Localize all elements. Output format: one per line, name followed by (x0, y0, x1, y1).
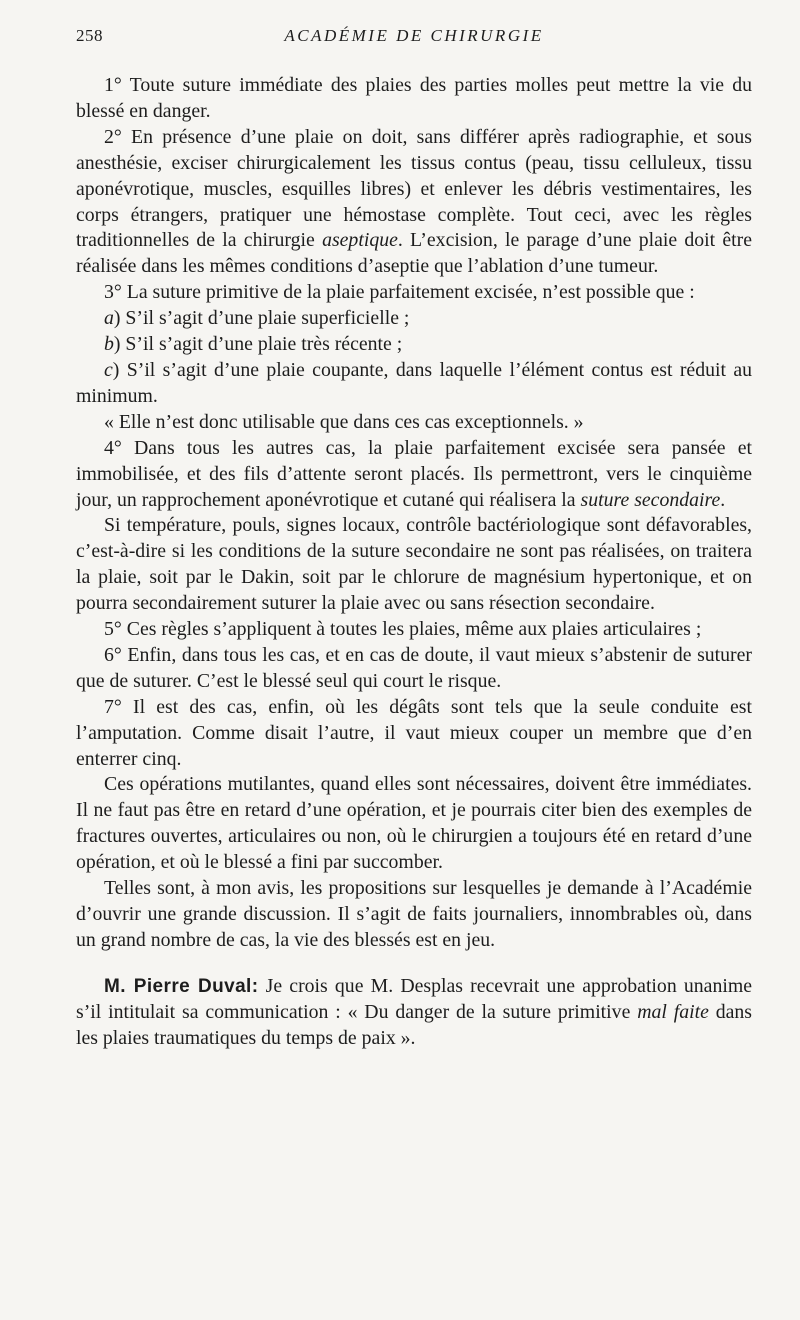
body-text (76, 73, 752, 1052)
page-header (76, 26, 752, 56)
paragraph-4: 4° Dans tous les autres cas, la plaie parfaitement excisée sera pansée et immobilisée, et des fils d’attente seront placés. Ils permettront, vers le cinquième jour, un rapprochement aponévrotique et cutané qui réalisera la suture secondaire. (76, 436, 752, 511)
paragraph-conditions: Si température, pouls, signes locaux, contrôle bactériologique sont défavorables, c’est-à-dire si les conditions de la suture secondaire ne sont pas réalisées, on traitera la plaie, soit par le Dakin, soit par le chlorure de magnésium hypertonique, et on pourra secondairement suturer la plaie avec ou sans résection secondaire. (76, 514, 752, 615)
emphasis-text: mal faite (637, 1000, 709, 1023)
running-title: ACADÉMIE DE CHIRURGIE (284, 26, 544, 45)
list-item-b: b) S’il s’agit d’une plaie très récente ; (104, 333, 403, 356)
paragraph-5: 5° Ces règles s’appliquent à toutes les plaies, même aux plaies articulaires ; (104, 618, 702, 641)
paragraph-7: 7° Il est des cas, enfin, où les dégâts sont tels que la seule conduite est l’amputation. Comme disait l’autre, il vaut mieux couper un membre que d’en enterrer cinq. (76, 695, 752, 770)
list-item-c: c) S’il s’agit d’une plaie coupante, dans laquelle l’élément contus est réduit au minimum. (76, 358, 752, 407)
paragraph-3: 3° La suture primitive de la plaie parfaitement excisée, n’est possible que : (104, 281, 695, 304)
paragraph-conclusion: Telles sont, à mon avis, les propositions sur lesquelles je demande à l’Académie d’ouvrir une grande discussion. Il s’agit de faits journaliers, innombrables où, dans un grand nombre de cas, la vie des blessés est en jeu. (76, 877, 752, 951)
speaker-name: M. Pierre Duval: (104, 975, 259, 997)
speech-paragraph: M. Pierre Duval: Je crois que M. Desplas recevrait une approbation unanime s’il intitulait sa communication : « Du danger de la suture primitive mal faite dans les plaies traumatiques du temps de paix ». (76, 974, 752, 1049)
page-number: 258 (76, 26, 103, 45)
quotation: « Elle n’est donc utilisable que dans ces cas exceptionnels. » (104, 410, 584, 433)
paragraph-mutilating-operations: Ces opérations mutilantes, quand elles sont nécessaires, doivent être immédiates. Il ne faut pas être en retard d’une opération, et je pourrais citer bien des exemples de fractures ouvertes, articulaires ou non, où le chirurgien a toujours été en retard d’une opération, et où le blessé a fini par succomber. (76, 773, 752, 874)
list-item-a: a) S’il s’agit d’une plaie superficielle ; (104, 307, 410, 330)
paragraph-1: 1° Toute suture immédiate des plaies des parties molles peut mettre la vie du blessé en danger. (76, 74, 752, 122)
paragraph-2: 2° En présence d’une plaie on doit, sans différer après radiographie, et sous anesthésie, exciser chirurgicalement les tissus contus (peau, tissu celluleux, tissu aponévrotique, muscles, esquilles libres) et enlever les débris vestimentaires, les corps étrangers, pratiquer une hémostase complète. Tout ceci, avec les règles traditionnelles de la chirurgie aseptique. L’excision, le parage d’une plaie doit être réalisée dans les mêmes conditions d’aseptie que l’ablation d’une tumeur. (76, 125, 752, 278)
paragraph-6: 6° Enfin, dans tous les cas, et en cas de doute, il vaut mieux s’abstenir de suturer que de suturer. C’est le blessé seul qui court le risque. (76, 643, 752, 692)
